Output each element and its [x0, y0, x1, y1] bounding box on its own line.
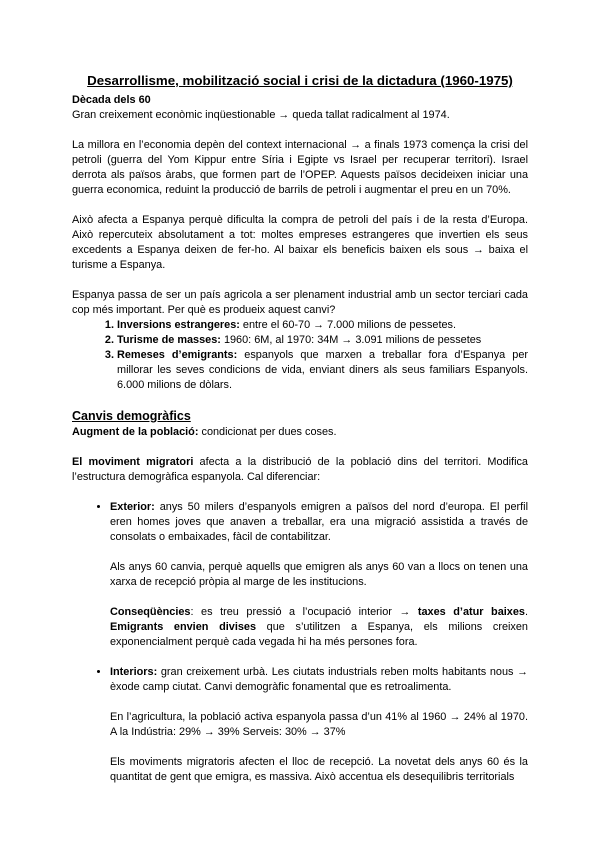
migration-list-2 — [72, 665, 528, 695]
list-item-exterior: • Exterior: anys 50 milers d’espanyols emigren a països del nord d’europa. El perfil eren homes joves que anaven a treballar, era una migració assistida a través de consolats o embaixades, fàcil de contabilitzar. — [110, 500, 528, 545]
causes-list — [72, 318, 528, 393]
list-item: 2. Turisme de masses: 1960: 6M, al 1970: 34M → 3.091 milions de pessetes — [117, 333, 528, 348]
exterior-paragraph-2: Als anys 60 canvia, perquè aquells que emigren als anys 60 van a llocs on tenen una xarxa de recepció pròpia al marge de les institucions. — [110, 561, 528, 588]
migration-list — [72, 500, 528, 545]
decada-paragraph-4: Espanya passa de ser un país agricola a ser plenament industrial amb un sector terciari cada cop més important. Per què es produeix aquest canvi? — [72, 289, 528, 316]
consequencies-paragraph: Conseqüències: es treu pressió a l’ocupació interior → taxes d’atur baixes. Emigrants envien divises que s’utilitzen a Espanya, els milions creixen exponencialment perquè cada vegada hi ha més persones fora. — [110, 606, 528, 648]
canvis-heading: Canvis demogràfics — [72, 409, 191, 423]
agricultura-paragraph: En l’agricultura, la població activa espanyola passa d’un 41% al 1960 → 24% al 1970. A la Indústria: 29% → 39% Serveis: 30% → 37% — [110, 711, 528, 738]
list-item: 1. Inversions estrangeres: entre el 60-70 → 7.000 milions de pessetes. — [117, 318, 528, 333]
decada-paragraph-1: Gran creixement econòmic inqüestionable → queda tallat radicalment al 1974. — [72, 109, 450, 121]
document-title: Desarrollisme, mobilització social i crisi de la dictadura (1960-1975) — [87, 73, 513, 88]
decada-paragraph-2: La millora en l’economia depèn del context internacional → a finals 1973 comença la crisi del petroli (guerra del Yom Kippur entre Síria i Egipte vs Israel per recuperar territori). Israel derrota als països àrabs, que formen part de l’OPEP. Aquests països decideixen iniciar una guerra economica, reduint la producció de barrils de petroli i augmentar el preu en un 70%. — [72, 139, 528, 196]
moviment-paragraph: El moviment migratori afecta a la distribució de la població dins del territori. Modifica l’estructura demogràfica espanyola. Cal diferenciar: — [72, 456, 528, 483]
moviments-paragraph: Els moviments migratoris afecten el lloc de recepció. La novetat dels anys 60 és la quantitat de gent que emigra, es massiva. Això accentua els desequilibris territorials — [110, 756, 528, 783]
list-item: 3. Remeses d’emigrants: espanyols que marxen a treballar fora d’Espanya per millorar les seves condicions de vida, enviant diners als seus familiars Espanyols. 6.000 milions de dòlars. — [117, 348, 528, 393]
decada-heading: Dècada dels 60 — [72, 94, 151, 106]
augment-paragraph: Augment de la població: condicionat per dues coses. — [72, 426, 337, 438]
list-item-interiors: • Interiors: gran creixement urbà. Les ciutats industrials reben molts habitants nous → èxode camp ciutat. Canvi demogràfic fonamental que es retroalimenta. — [110, 665, 528, 695]
decada-paragraph-3: Això afecta a Espanya perquè dificulta la compra de petroli del país i de la resta d’Europa. Això repercuteix absolutament a tot: moltes empreses estrangeres que invertien els seus excedents a Espanya deixen de fer-ho. Al baixar els beneficis baixen els sous → baixa el turisme a Espanya. — [72, 214, 528, 271]
